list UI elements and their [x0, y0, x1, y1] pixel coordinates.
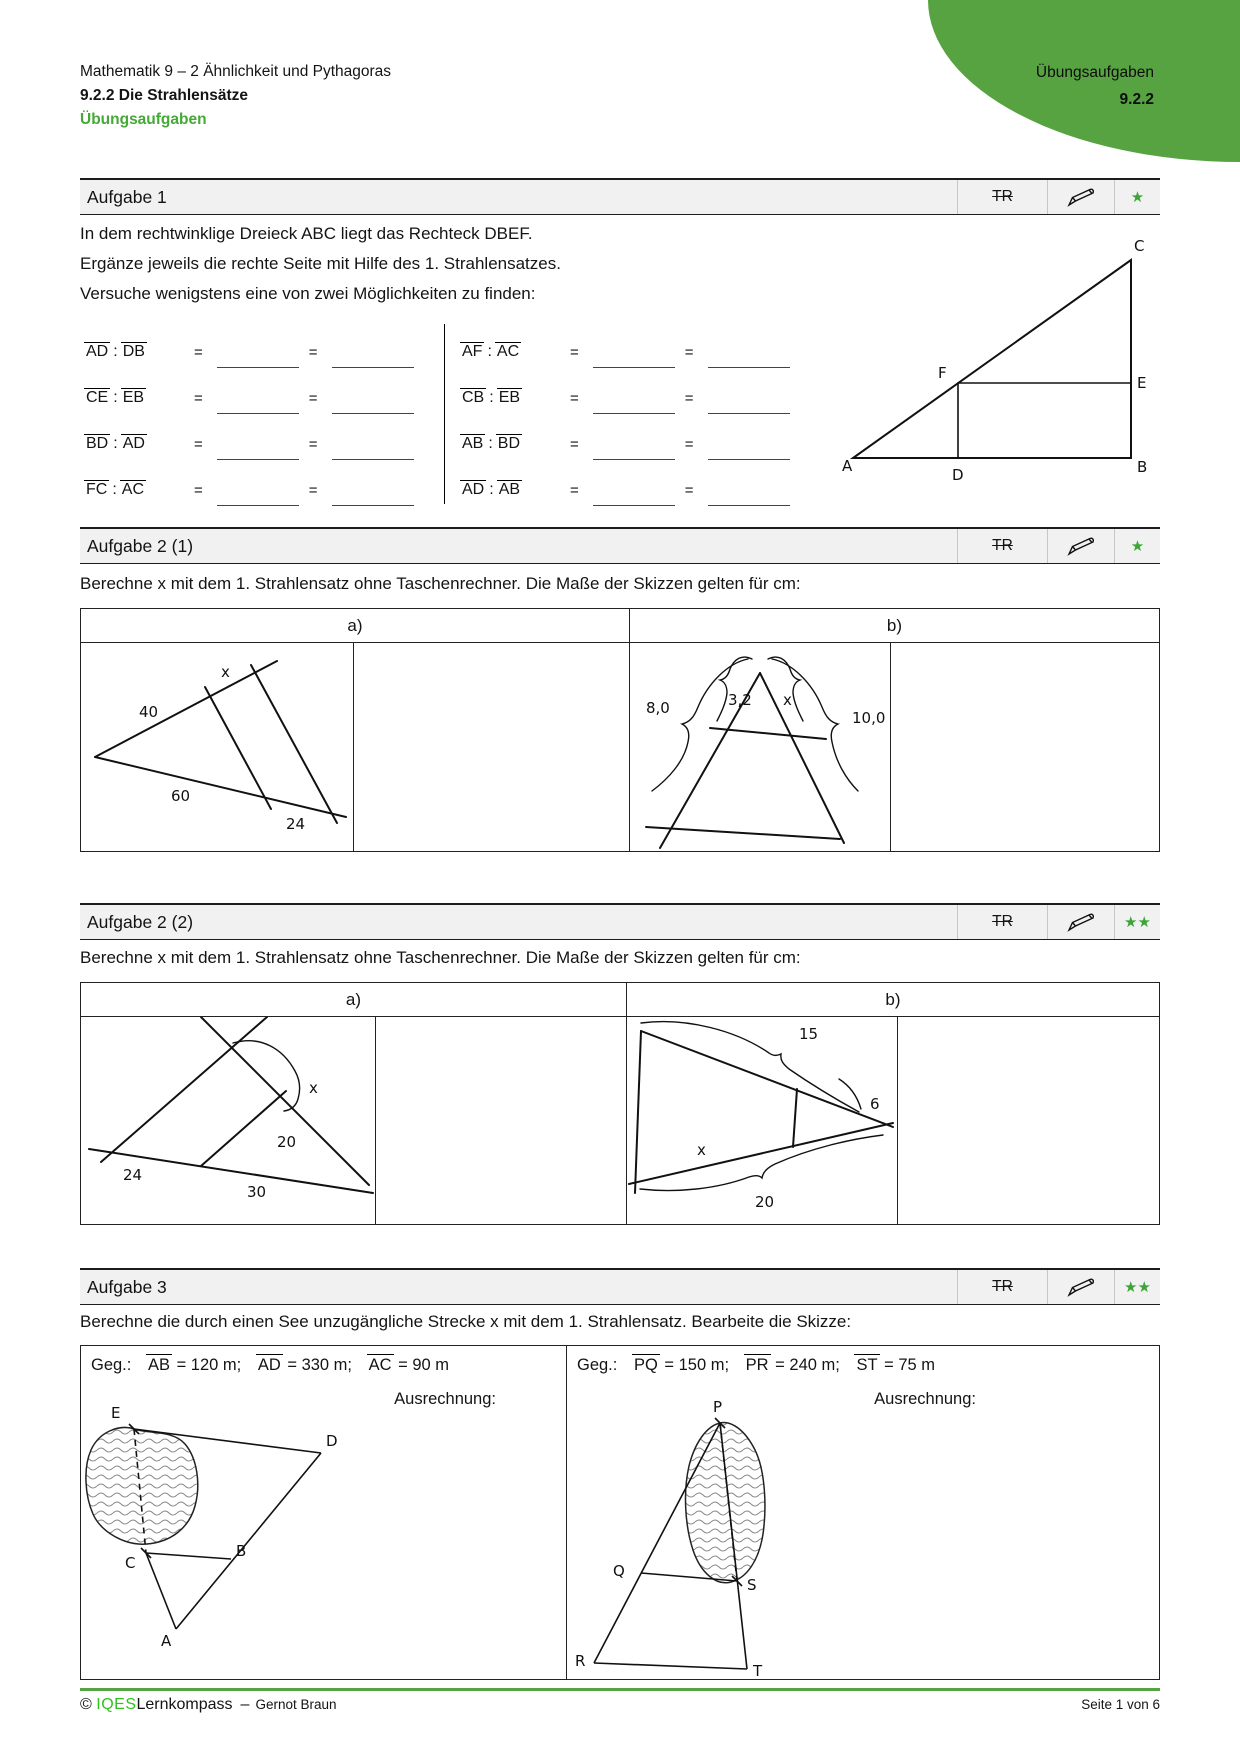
footer-divider — [80, 1688, 1160, 1691]
brace-right-top — [768, 657, 803, 721]
equals-sign: = — [308, 436, 318, 453]
equals-sign: = — [194, 344, 203, 361]
measure-upper: 40 — [139, 703, 159, 721]
segment-label: AC — [496, 343, 520, 360]
copyright-symbol: © — [80, 1696, 92, 1713]
equals-sign: = — [308, 390, 318, 407]
colon: : — [489, 481, 494, 498]
point-label-C: C — [125, 1554, 136, 1572]
point-label-B: B — [236, 1542, 247, 1560]
point-label-E: E — [111, 1404, 121, 1422]
point-label-R: R — [575, 1652, 586, 1670]
parallel-line-2 — [251, 665, 337, 823]
task2-2-sketch-b — [627, 1017, 898, 1225]
given-value: = 330 m; — [287, 1356, 353, 1374]
triangle-ABC — [853, 260, 1131, 458]
equals-sign: = — [684, 344, 694, 361]
lake-blob — [686, 1422, 765, 1582]
point-label-B: B — [1137, 458, 1148, 476]
point-label-D: D — [326, 1432, 338, 1450]
point-label-Q: Q — [613, 1562, 625, 1580]
answer-blank — [593, 367, 675, 368]
colon: : — [487, 343, 492, 360]
calculation-label: Ausrechnung: — [394, 1390, 496, 1408]
task3-right-cell — [566, 1346, 1161, 1679]
segment-label: EB — [122, 389, 145, 406]
parallel-mid — [710, 728, 826, 739]
segment-label: AF — [462, 343, 483, 360]
line-A-C — [146, 1553, 176, 1629]
measure-top: 15 — [799, 1025, 819, 1043]
column-header-a: a) — [347, 615, 363, 635]
ray-upper — [95, 661, 277, 757]
ratio-row — [460, 322, 790, 368]
ratio-group-right — [460, 322, 790, 506]
measure-bottom: 20 — [755, 1193, 775, 1211]
measure-lower: 60 — [171, 787, 191, 805]
answer-blank — [593, 413, 675, 414]
answer-blank — [708, 459, 790, 460]
brace-x — [233, 1041, 300, 1111]
ratio-row — [84, 414, 414, 460]
page-number: Seite 1 von 6 — [1081, 1697, 1160, 1712]
measure-bottom-right: 30 — [247, 1183, 267, 1201]
answer-blank — [217, 413, 299, 414]
ratio-row — [84, 460, 414, 506]
task2-1-sketch-a — [81, 643, 353, 852]
task2-1-sketch-b — [630, 643, 891, 852]
task1-triangle-sketch — [840, 235, 1175, 490]
answer-blank — [708, 367, 790, 368]
brace-right-small — [839, 1079, 861, 1109]
point-label-A: A — [161, 1632, 172, 1650]
ratio-row — [84, 322, 414, 368]
measure-left-top: 3,2 — [727, 691, 752, 709]
task1-ratio-table — [80, 322, 840, 508]
colon: : — [489, 389, 494, 406]
point-label-T: T — [753, 1662, 763, 1678]
brace-left-top — [717, 657, 752, 721]
parallel-mid — [793, 1089, 797, 1147]
given-value: = 120 m; — [176, 1356, 242, 1374]
segment-label: AD — [462, 481, 485, 498]
subtitle: Übungsaufgaben — [80, 111, 207, 128]
brand-lernkompass: Lernkompass — [136, 1696, 233, 1713]
course-title: Mathematik 9 – 2 Ähnlichkeit und Pythagoras — [80, 63, 392, 80]
answer-blank — [708, 413, 790, 414]
segment-label: CB — [462, 389, 485, 406]
point-label-D: D — [952, 466, 964, 484]
task3-right-sketch — [567, 1346, 1162, 1678]
measure-bottom-left: 24 — [123, 1166, 143, 1184]
task3-left-cell — [81, 1346, 566, 1679]
equals-sign: = — [194, 482, 203, 499]
corner-title: Übungsaufgaben — [1035, 64, 1154, 81]
top-line — [641, 1031, 893, 1127]
segment-label: BD — [86, 435, 109, 452]
segment-label: PQ — [633, 1356, 658, 1374]
footer-author: Gernot Braun — [255, 1697, 337, 1712]
task1-header-bar — [80, 178, 1160, 215]
task2-1-sketch-b-cell — [629, 643, 890, 852]
answer-blank — [217, 505, 299, 506]
ratio-row — [460, 460, 790, 506]
measure-x: x — [221, 663, 230, 681]
ratio-table-divider — [444, 324, 445, 504]
measure-right: 6 — [870, 1095, 880, 1113]
answer-blank — [217, 459, 299, 460]
task2-2-sketch-a — [81, 1017, 375, 1225]
measure-left-total: 8,0 — [645, 699, 670, 717]
given-value: = 240 m; — [775, 1356, 840, 1374]
task2-1-work-b-cell — [890, 643, 1159, 852]
task1-intro-line3: Versuche wenigstens eine von zwei Möglichkeiten zu finden: — [80, 284, 536, 303]
line-R-T — [594, 1663, 747, 1669]
task2-2-sketch-a-cell — [81, 1017, 375, 1225]
task3-left-sketch — [81, 1346, 566, 1678]
left-line — [635, 1031, 641, 1193]
given-label: Geg.: — [91, 1356, 132, 1374]
task2-1-instruction: Berechne x mit dem 1. Strahlensatz ohne Taschenrechner. Die Maße der Skizzen gelten für cm: — [80, 574, 801, 593]
task2-2-sketch-b-cell — [626, 1017, 897, 1225]
no-calculator-label: TR — [957, 1270, 1047, 1304]
leg-left-extended — [101, 1017, 267, 1162]
ray-lower — [95, 757, 346, 817]
answer-blank — [708, 505, 790, 506]
segment-label: AC — [121, 481, 145, 498]
point-label-E: E — [1137, 374, 1147, 392]
segment-label: AB — [147, 1356, 170, 1374]
line-C-B — [146, 1553, 231, 1559]
pencil-icon — [1047, 1270, 1114, 1304]
task1-intro-line2: Ergänze jeweils die rechte Seite mit Hilfe des 1. Strahlensatzes. — [80, 254, 561, 273]
colon: : — [113, 389, 118, 406]
task1-title: Aufgabe 1 — [87, 186, 167, 207]
task3-table — [80, 1345, 1160, 1680]
given-value: = 75 m — [884, 1356, 936, 1374]
ratio-row — [460, 414, 790, 460]
measure-right-total: 10,0 — [851, 709, 886, 727]
answer-blank — [332, 413, 414, 414]
segment-label: DB — [122, 343, 145, 360]
footer — [80, 1696, 1160, 1714]
task2-2-title: Aufgabe 2 (2) — [87, 911, 194, 932]
pencil-icon — [1047, 905, 1114, 939]
given-value: = 150 m; — [664, 1356, 730, 1374]
segment-label: AD — [86, 343, 109, 360]
leg-right — [760, 673, 844, 843]
segment-label: EB — [498, 389, 521, 406]
segment-label: AB — [498, 481, 521, 498]
task2-2-instruction: Berechne x mit dem 1. Strahlensatz ohne Taschenrechner. Die Maße der Skizzen gelten für cm: — [80, 948, 801, 967]
colon: : — [113, 343, 118, 360]
point-label-A: A — [842, 457, 853, 475]
parallel-bottom — [646, 827, 840, 839]
ratio-row — [460, 368, 790, 414]
segment-label: AB — [462, 435, 484, 452]
task1-intro-line1: In dem rechtwinklige Dreieck ABC liegt das Rechteck DBEF. — [80, 224, 533, 243]
equals-sign: = — [684, 436, 694, 453]
equals-sign: = — [308, 344, 318, 361]
corner-label — [1036, 64, 1154, 109]
equals-sign: = — [570, 436, 579, 453]
column-header-b: b) — [629, 609, 1159, 642]
equals-sign: = — [684, 390, 694, 407]
leg-right-extended — [201, 1017, 369, 1185]
task3-title: Aufgabe 3 — [87, 1276, 167, 1297]
equals-sign: = — [570, 482, 579, 499]
task2-2-header-bar — [80, 903, 1160, 940]
measure-mid: 20 — [277, 1133, 297, 1151]
equals-sign: = — [570, 344, 579, 361]
calculation-label: Ausrechnung: — [874, 1390, 976, 1408]
colon: : — [113, 435, 118, 452]
no-calculator-label: TR — [957, 180, 1047, 214]
answer-blank — [332, 459, 414, 460]
task3-header-bar — [80, 1268, 1160, 1305]
column-header-b: b) — [626, 983, 1159, 1016]
segment-label: AD — [257, 1356, 281, 1374]
brace-bottom — [640, 1135, 883, 1191]
measure-x: x — [697, 1141, 706, 1159]
answer-blank — [593, 459, 675, 460]
difficulty-stars: ★★ — [1114, 1270, 1160, 1304]
difficulty-stars: ★★ — [1114, 905, 1160, 939]
measure-mid: 24 — [286, 815, 306, 833]
segment-label: FC — [86, 481, 108, 498]
pencil-icon — [1047, 529, 1114, 563]
section-title: 9.2.2 Die Strahlensätze — [80, 87, 248, 104]
point-label-F: F — [938, 364, 947, 382]
task2-2-work-b-cell — [897, 1017, 1159, 1225]
brand-iqes: IQES — [96, 1696, 137, 1713]
segment-label: BD — [497, 435, 521, 452]
segment-label: PR — [745, 1356, 769, 1374]
measure-right-top: x — [782, 691, 792, 709]
answer-blank — [217, 367, 299, 368]
task2-1-table — [80, 608, 1160, 852]
task3-instruction: Berechne die durch einen See unzugängliche Strecke x mit dem 1. Strahlensatz. Bearbeite die Skizze: — [80, 1312, 852, 1331]
equals-sign: = — [684, 482, 694, 499]
task2-1-title: Aufgabe 2 (1) — [87, 535, 194, 556]
pencil-icon — [1047, 180, 1114, 214]
point-label-P: P — [713, 1398, 723, 1416]
colon: : — [112, 481, 117, 498]
no-calculator-label: TR — [957, 905, 1047, 939]
point-label-C: C — [1134, 237, 1145, 255]
equals-sign: = — [570, 390, 579, 407]
answer-blank — [332, 367, 414, 368]
segment-label: CE — [86, 389, 109, 406]
no-calculator-label: TR — [957, 529, 1047, 563]
brace-left-total — [652, 659, 748, 791]
given-label: Geg.: — [577, 1356, 618, 1374]
task2-1-work-a-cell — [353, 643, 629, 852]
document-header — [80, 60, 391, 132]
ratio-group-left — [84, 322, 414, 506]
difficulty-stars: ★ — [1114, 529, 1160, 563]
ratio-row — [84, 368, 414, 414]
column-header-a: a) — [345, 989, 362, 1009]
equals-sign: = — [308, 482, 318, 499]
task2-1-sketch-a-cell — [81, 643, 353, 852]
task2-2-table — [80, 982, 1160, 1225]
colon: : — [488, 435, 493, 452]
brace-top — [641, 1022, 859, 1112]
task2-2-work-a-cell — [375, 1017, 626, 1225]
segment-label: AC — [368, 1356, 392, 1374]
difficulty-stars: ★ — [1114, 180, 1160, 214]
parallel-mid — [201, 1091, 286, 1166]
lake-blob — [86, 1428, 198, 1545]
footer-dash: – — [240, 1696, 250, 1713]
segment-label: AD — [122, 435, 145, 452]
rectangle-DBEF — [958, 383, 1131, 458]
task2-1-header-bar — [80, 527, 1160, 564]
given-value: = 90 m — [398, 1356, 450, 1374]
measure-x: x — [309, 1079, 318, 1097]
segment-label: ST — [856, 1356, 878, 1374]
answer-blank — [593, 505, 675, 506]
point-label-S: S — [747, 1576, 757, 1594]
corner-code: 9.2.2 — [1119, 91, 1154, 108]
equals-sign: = — [194, 436, 203, 453]
bottom-line — [629, 1123, 893, 1184]
answer-blank — [332, 505, 414, 506]
equals-sign: = — [194, 390, 203, 407]
